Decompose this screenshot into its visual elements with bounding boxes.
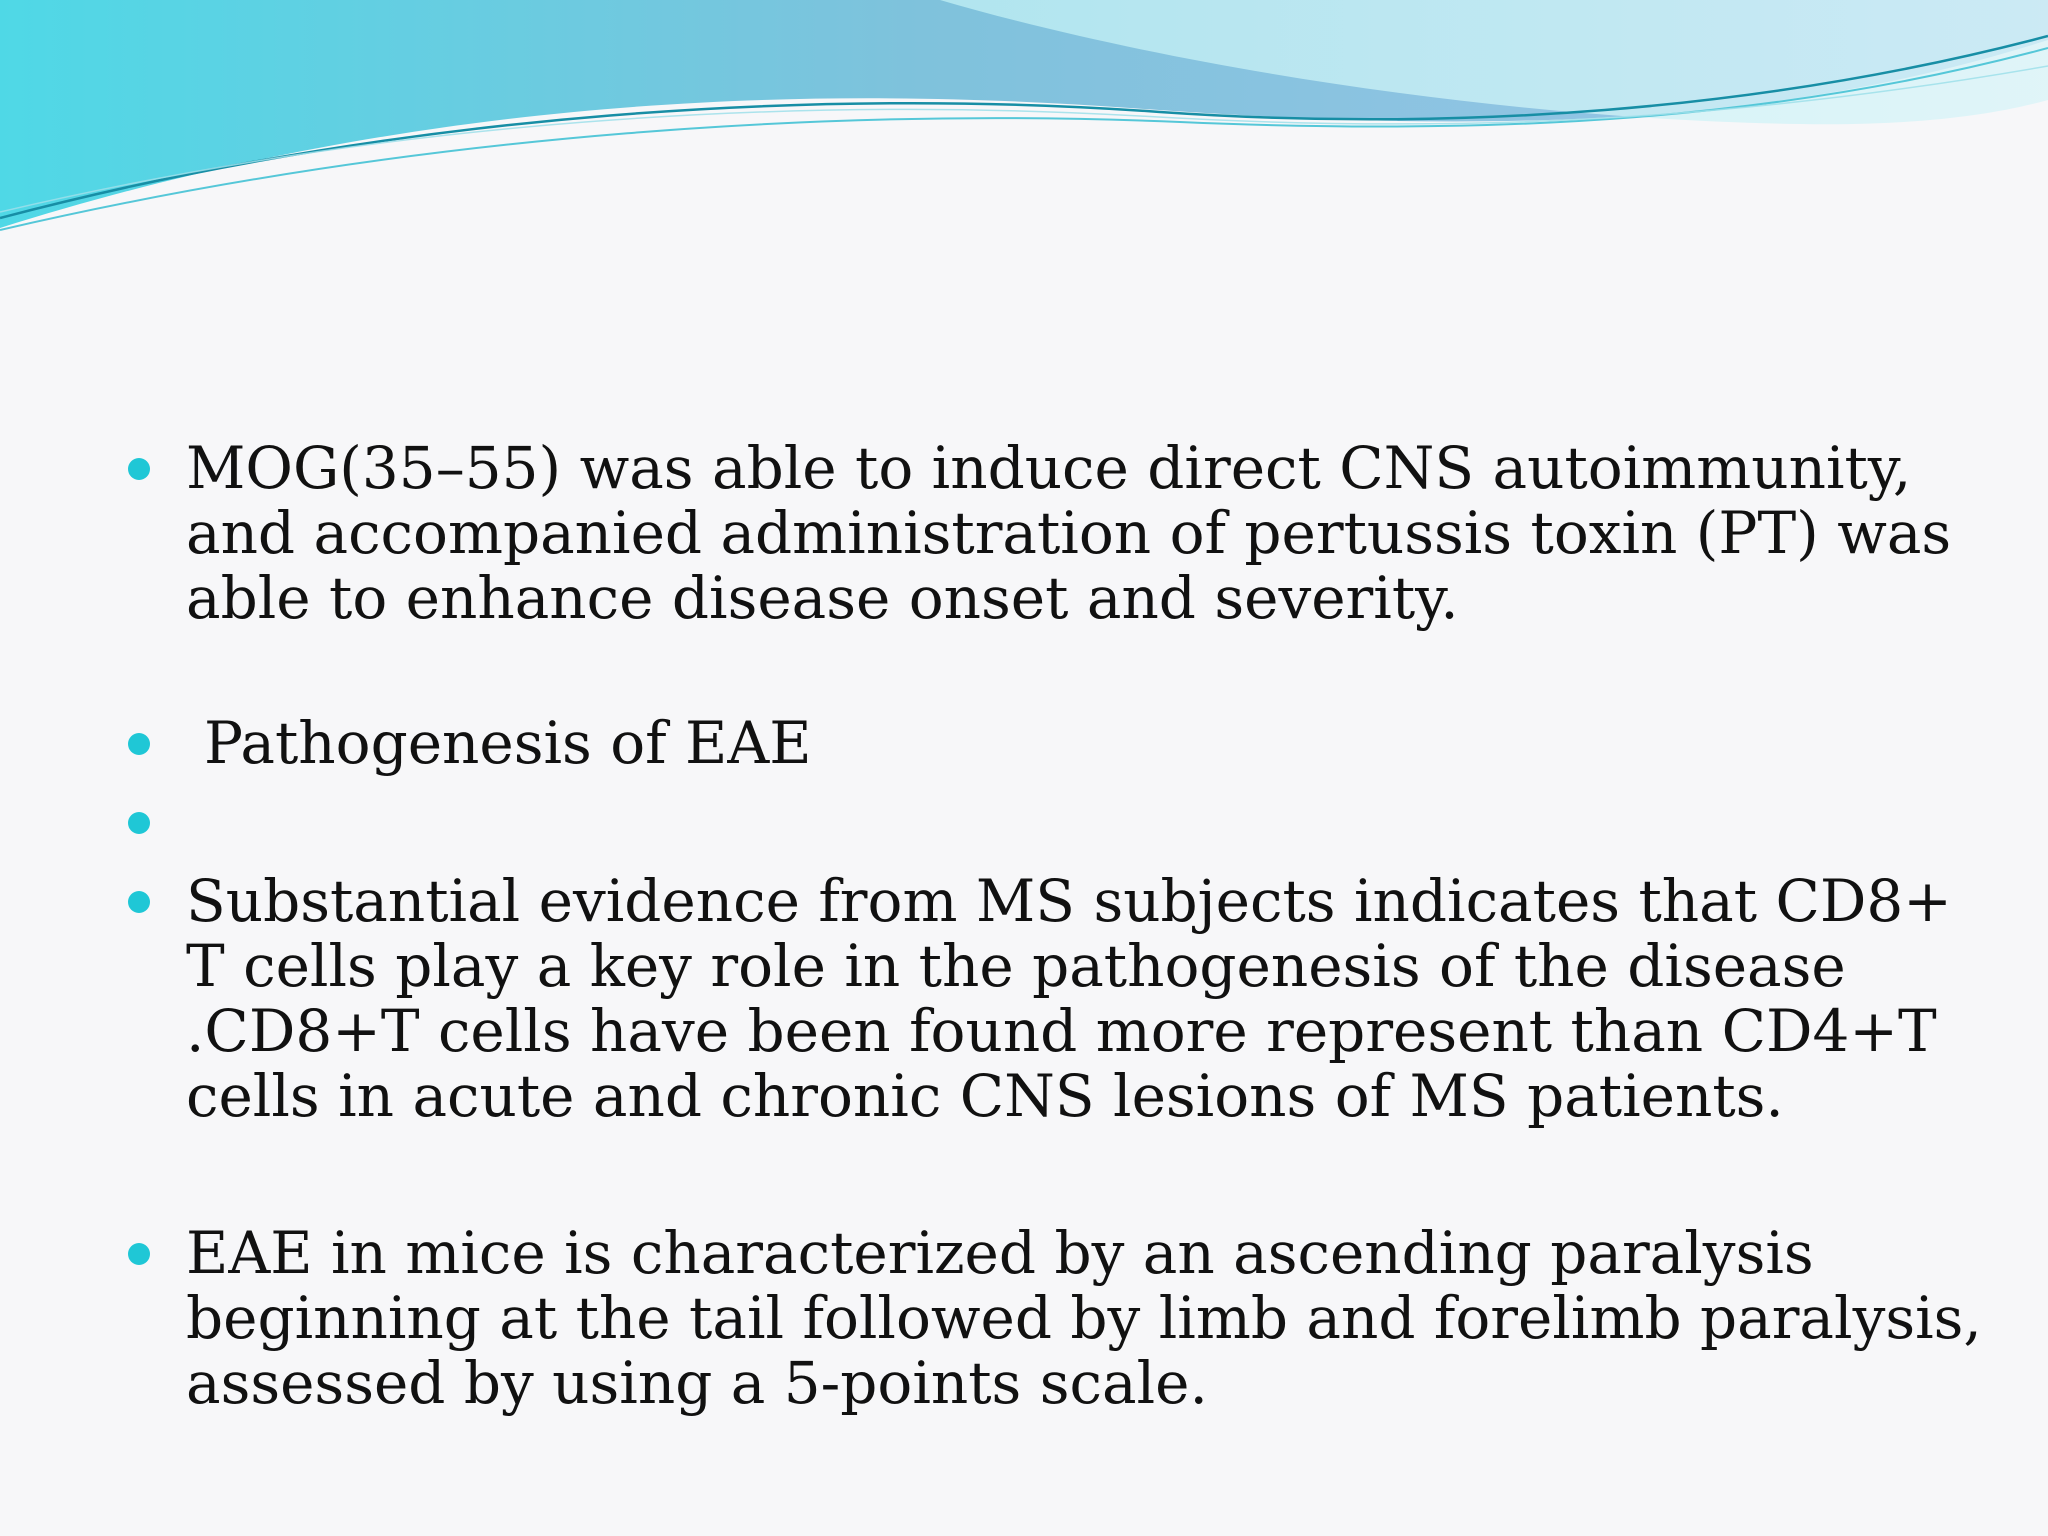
bullet-empty [128,790,1988,855]
bullet-marker [128,458,150,480]
bullet-marker [128,891,150,913]
bullet-eae-mice [128,1221,1988,1416]
bullet-marker [128,812,150,834]
bullet-pathogenesis-heading [128,711,1988,776]
bullet-text: Substantial evidence from MS subjects indicates that CD8+ T cells play a key role in the pathogenesis of the disease .CD8+T cells have been found more represent than CD4+T cells in acute and chronic CNS lesions of MS patients. [186,867,1952,1130]
bullet-text: MOG(35–55) was able to induce direct CNS autoimmunity, and accompanied administration of pertussis toxin (PT) was able to enhance disease onset and severity. [186,434,1952,632]
bullet-marker [128,1243,150,1265]
bullet-text: Pathogenesis of EAE [204,709,812,777]
bullet-text: EAE in mice is characterized by an ascending paralysis beginning at the tail followed by limb and forelimb paralysis, assessed by using a 5-points scale. [186,1219,1982,1417]
bullet-marker [128,733,150,755]
bullet-cd8-evidence [128,869,1988,1129]
bullet-mog-pt [128,436,1988,631]
wave-header-decoration [0,0,2048,240]
bullet-list [128,436,1988,1416]
